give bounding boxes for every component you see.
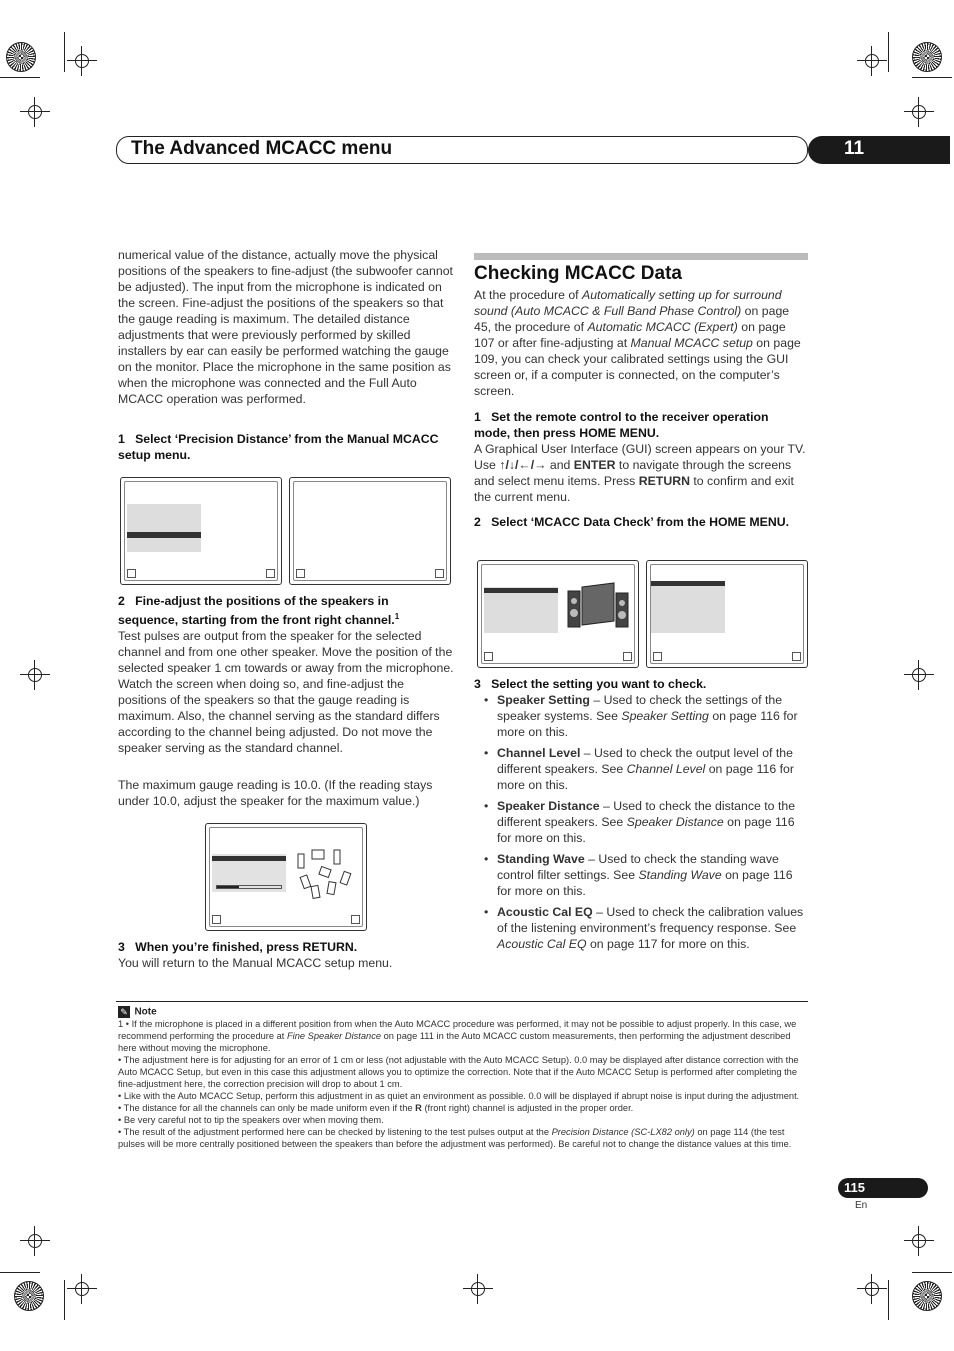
- item-name: Acoustic Cal EQ: [497, 905, 593, 919]
- note-item: • Be very careful not to tip the speakers over when moving them.: [118, 1115, 384, 1125]
- list-item: [474, 851, 808, 899]
- item-text: – Used to check the output level of the different speakers. See: [497, 746, 793, 776]
- section-heading: Checking MCACC Data: [474, 263, 682, 284]
- screen-corner-icon: [266, 569, 275, 578]
- crosshair-mark: [857, 1274, 887, 1304]
- item-text: on page 116 for more on this.: [497, 815, 795, 845]
- item-text: on page 116 for more on this.: [497, 709, 798, 739]
- crop-mark: [912, 77, 952, 78]
- list-item: [474, 798, 808, 846]
- crosshair-mark: [20, 97, 50, 127]
- note-item: • Like with the Auto MCACC Setup, perform this adjustment in as quiet an environment as possible. 0.0 will be displayed if abrupt noise is input during the adjustment.: [118, 1091, 800, 1101]
- note-text: on page 111 in the Auto MCACC custom measurements, then performing the adjustment described here without moving the microphone.: [118, 1031, 791, 1053]
- item-name: Speaker Setting: [497, 693, 590, 707]
- note-icon: ✎: [118, 1006, 130, 1018]
- crop-mark: [64, 32, 65, 72]
- chapter-title: The Advanced MCACC menu: [131, 138, 393, 159]
- registration-disc-bottom-right: [912, 1281, 942, 1311]
- section-bar: [474, 253, 808, 260]
- note-text: 1 • If the microphone is placed in a different position from when the Auto MCACC procedure was performed, it may not be possible to adjust properly. In this case, we recommend performing the procedure at: [118, 1019, 797, 1041]
- crosshair-mark: [67, 46, 97, 76]
- gui-screen-mcacc-data-check: [646, 560, 808, 668]
- crosshair-mark: [463, 1274, 493, 1304]
- crosshair-mark: [20, 1226, 50, 1256]
- note-divider: [116, 1001, 808, 1002]
- intro-ref: Automatic MCACC (Expert): [587, 320, 738, 334]
- speaker-layout-icon: [294, 846, 360, 902]
- note-text: • The result of the adjustment performed here can be checked by listening to the test pulses output at the: [118, 1127, 552, 1137]
- left-step-3: 3 When you’re finished, press RETURN.: [118, 940, 358, 954]
- gui-screen-home-menu: [477, 560, 639, 668]
- screen-corner-icon: [212, 915, 221, 924]
- settings-list: [474, 692, 808, 957]
- crosshair-mark: [904, 660, 934, 690]
- note-ref: Fine Speaker Distance: [286, 1031, 382, 1041]
- item-ref: Channel Level: [626, 762, 706, 776]
- registration-disc-bottom-left: [14, 1281, 44, 1311]
- item-ref: Standing Wave: [638, 868, 722, 882]
- screen-corner-icon: [623, 652, 632, 661]
- registration-disc-top-left: [6, 42, 36, 72]
- data-check-list: [651, 581, 725, 633]
- right-step-2: 2 Select ‘MCACC Data Check’ from the HOME MENU.: [474, 515, 789, 529]
- screen-corner-icon: [484, 652, 493, 661]
- note-text: • The distance for all the channels can only be made uniform even if the: [118, 1103, 416, 1113]
- item-name: Channel Level: [497, 746, 581, 760]
- note-item: [118, 1018, 808, 1054]
- data-check-selected: [651, 581, 725, 586]
- gui-screen-manual-mcacc: [120, 477, 282, 585]
- item-ref: Acoustic Cal EQ: [497, 937, 587, 951]
- note-bold: R: [415, 1103, 422, 1113]
- item-name: Standing Wave: [497, 852, 585, 866]
- item-text: – Used to check the distance to the different speakers. See: [497, 799, 796, 829]
- chapter-number: 11: [844, 138, 865, 159]
- step-text: to confirm and exit the current menu.: [474, 474, 794, 504]
- gauge-header-row: [212, 856, 286, 861]
- item-text: on page 116 for more on this.: [497, 762, 794, 792]
- step-text: A Graphical User Interface (GUI) screen appears on your TV. Use: [474, 442, 806, 472]
- screen-corner-icon: [351, 915, 360, 924]
- screen-corner-icon: [653, 652, 662, 661]
- list-item: [474, 692, 808, 740]
- intro-ref: Manual MCACC setup: [630, 336, 753, 350]
- crosshair-mark: [67, 1274, 97, 1304]
- note-label: Note: [134, 1006, 157, 1018]
- item-ref: Speaker Setting: [621, 709, 709, 723]
- registration-disc-top-right: [912, 42, 942, 72]
- note-ref: Precision Distance (SC-LX82 only): [551, 1127, 695, 1137]
- note-header: [118, 1003, 157, 1017]
- chapter-header: [116, 136, 808, 164]
- return-key: RETURN: [638, 474, 690, 488]
- gauge-fill: [217, 886, 239, 888]
- chapter-number-tab: [808, 136, 950, 164]
- gui-screen-precision-distance: [289, 477, 451, 585]
- crop-mark: [888, 1280, 889, 1320]
- gui-screen-gauge: [205, 823, 367, 931]
- language-label: En: [855, 1200, 868, 1211]
- arrow-keys: ↑/↓/←/→: [499, 458, 547, 472]
- crosshair-mark: [857, 46, 887, 76]
- gauge-note: The maximum gauge reading is 10.0. (If the reading stays under 10.0, adjust the speaker for the maximum value.): [118, 778, 433, 808]
- right-step-1-body: [474, 441, 808, 505]
- crop-mark: [64, 1280, 65, 1320]
- enter-key: ENTER: [573, 458, 616, 472]
- page-number: 115: [844, 1180, 865, 1195]
- item-text: on page 116 for more on this.: [497, 868, 793, 898]
- crosshair-mark: [20, 660, 50, 690]
- crop-mark: [888, 32, 889, 72]
- left-step-2: [118, 593, 448, 628]
- screen-corner-icon: [127, 569, 136, 578]
- step-text: and: [546, 458, 574, 472]
- menu-selected-row: [127, 532, 201, 538]
- note-text: on page 114 (the test pulses will be more centrally positioned between the speakers than before the adjustment was performed). Be careful not to change the distance values at this time.: [118, 1127, 792, 1149]
- screen-corner-icon: [296, 569, 305, 578]
- note-item: • The adjustment here is for adjusting for an error of 1 cm or less (not adjustable with the Auto MCACC Setup). 0.0 may be displayed after distance correction with the Auto MCACC Setup, but even in this case this adjustment allows you to optimize the correction. Note that if the Auto MCACC Setup is performed after completing the fine-adjustment here, the correction precision will drop to about 1 cm.: [118, 1055, 799, 1089]
- item-ref: Speaker Distance: [626, 815, 724, 829]
- left-intro: numerical value of the distance, actually move the physical positions of the speakers to fine-adjust (the subwoofer cannot be adjusted). The input from the microphone is indicated on the screen. Fine-adjust the positions of the speakers so that the gauge reading is maximum. The detailed distance adjustments that were previously performed by skilled installers by ear can easily be performed watching the gauge on the monitor. Place the microphone in the same position as when the microphone was connected and the Full Auto MCACC operation was performed.: [118, 248, 453, 406]
- screen-corner-icon: [435, 569, 444, 578]
- list-item: [474, 904, 808, 952]
- item-name: Speaker Distance: [497, 799, 600, 813]
- right-step-1: 1 Set the remote control to the receiver operation mode, then press HOME MENU.: [474, 410, 769, 440]
- footnote-ref: 1: [394, 612, 400, 621]
- intro-text: At the procedure of: [474, 288, 583, 302]
- crosshair-mark: [904, 1226, 934, 1256]
- crosshair-mark: [904, 97, 934, 127]
- left-step-2-text: 2 Fine-adjust the positions of the speakers in sequence, starting from the front right channel.: [118, 594, 395, 628]
- note-item: [118, 1102, 808, 1114]
- intro-text: on page 109, you can check your calibrated settings using the GUI screen or, if a computer is connected, on the computer’s screen.: [474, 336, 801, 398]
- item-text: – Used to check the standing wave control filter settings. See: [497, 852, 779, 882]
- item-text: – Used to check the calibration values of the listening environment’s frequency response. See: [497, 905, 804, 935]
- step-text: to navigate through the screens and select menu items. Press: [474, 458, 792, 488]
- intro-text: on page 107 or after fine-adjusting at: [474, 320, 786, 350]
- screen-corner-icon: [792, 652, 801, 661]
- left-step-1: 1 Select ‘Precision Distance’ from the Manual MCACC setup menu.: [118, 432, 439, 462]
- crop-mark: [0, 77, 40, 78]
- page-number-tab: [838, 1178, 928, 1198]
- home-theater-icon: [566, 581, 632, 631]
- right-intro: [474, 287, 808, 399]
- note-item: [118, 1126, 808, 1150]
- intro-text: on page 45, the procedure of: [474, 304, 790, 334]
- note-text: (front right) channel is adjusted in the proper order.: [421, 1103, 634, 1113]
- crop-mark: [0, 1272, 40, 1273]
- right-step-3: 3 Select the setting you want to check.: [474, 677, 707, 691]
- menu-list: [127, 504, 201, 552]
- crop-mark: [912, 1272, 952, 1273]
- note-body: [118, 1018, 808, 1150]
- list-item: [474, 745, 808, 793]
- item-text: on page 117 for more on this.: [586, 937, 750, 951]
- item-text: – Used to check the settings of the speaker systems. See: [497, 693, 783, 723]
- home-menu-list: [484, 587, 558, 633]
- home-menu-selected: [484, 588, 558, 593]
- intro-ref: Automatically setting up for surround sound (Auto MCACC & Full Band Phase Control): [474, 288, 782, 318]
- left-step-3-body: You will return to the Manual MCACC setup menu.: [118, 956, 393, 970]
- left-step-2-body: Test pulses are output from the speaker for the selected channel and from one other speaker. Move the position of the selected speaker 1 cm towards or away from the microphone. Watch the screen when doing so, and fine-adjust the positions of the speakers so that the gauge reading is maximum. Also, the channel serving as the standard differs according to the channel being adjusted. Do not move the speaker serving as the standard channel.: [118, 629, 454, 755]
